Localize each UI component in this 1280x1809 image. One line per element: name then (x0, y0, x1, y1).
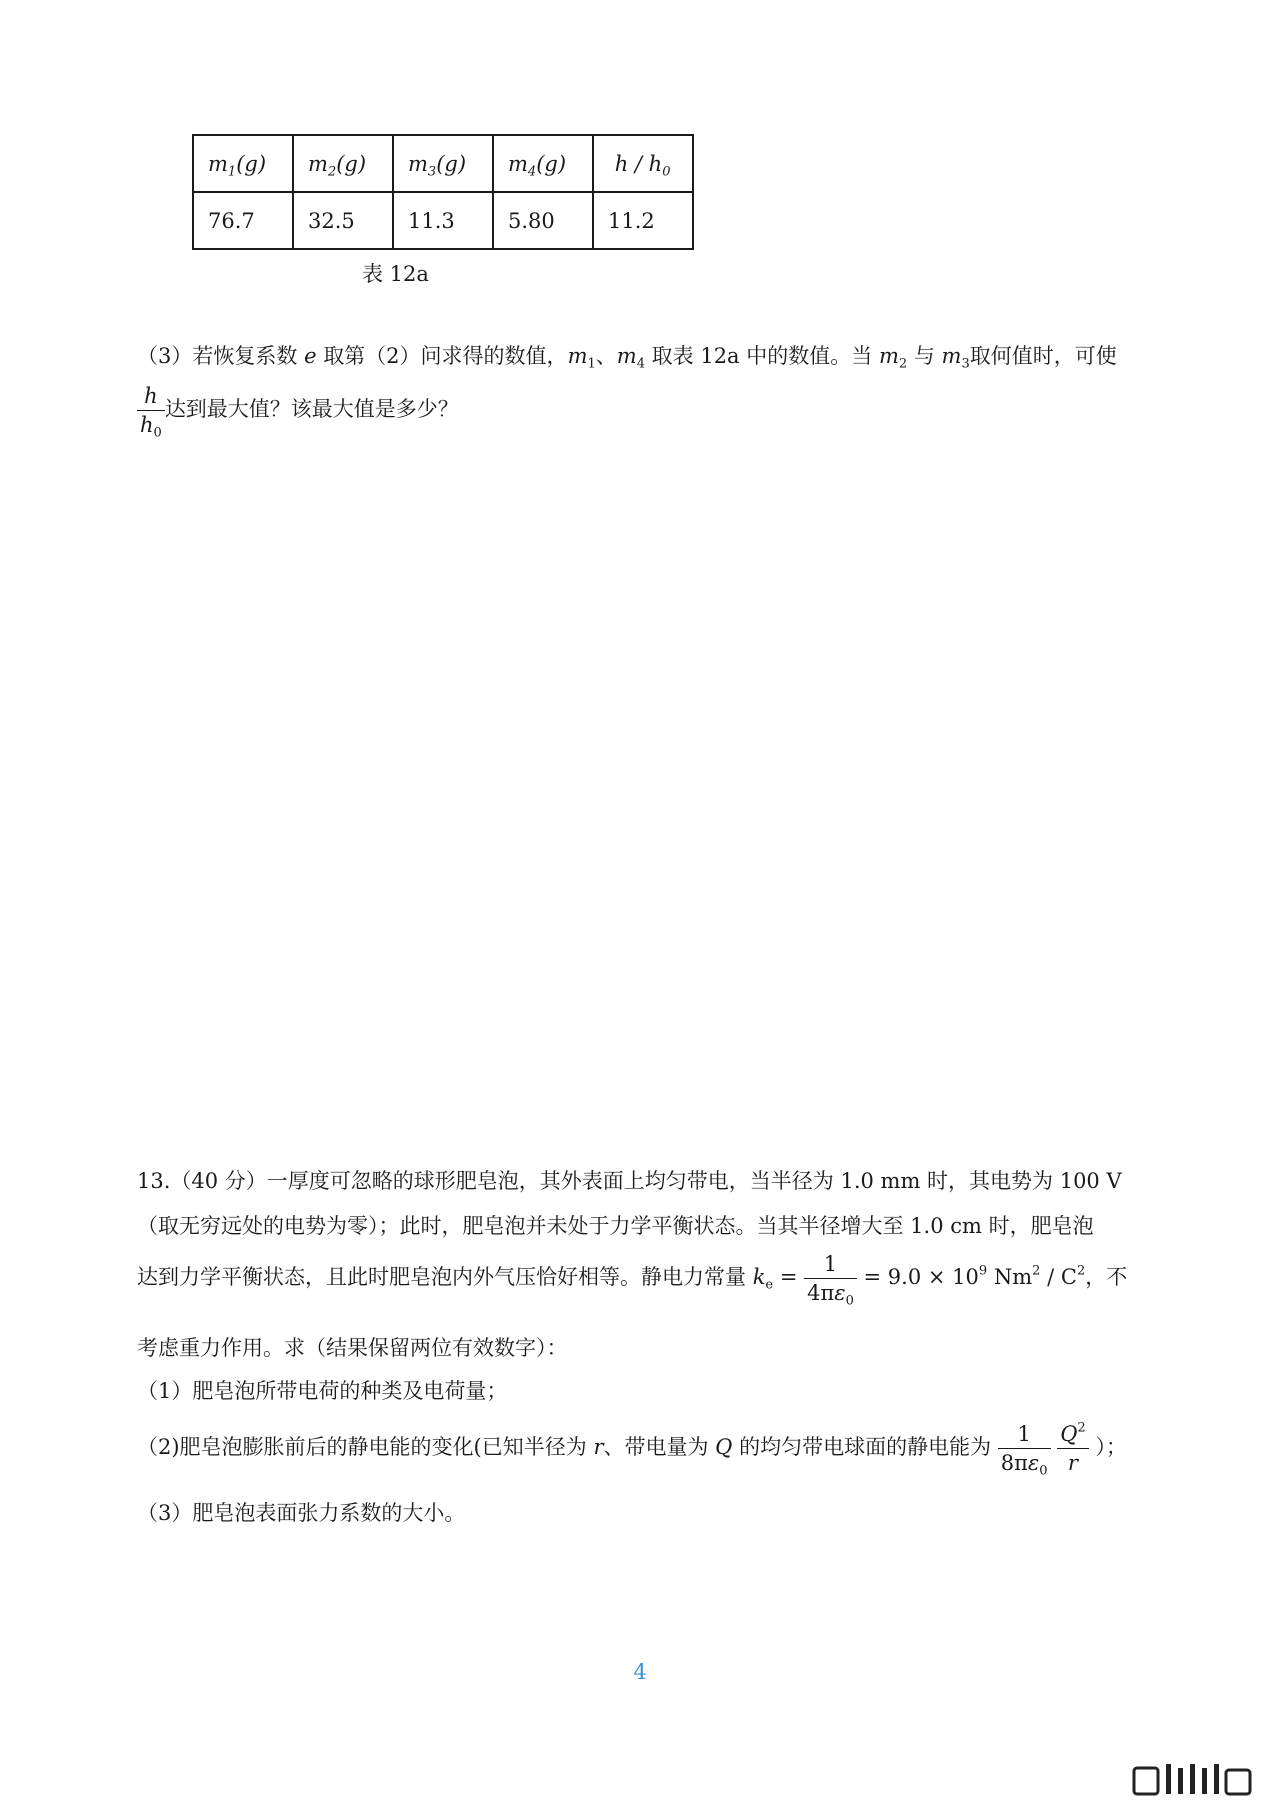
table-header-m4: $m_4(g)$ (493, 135, 593, 192)
table-header-m1: $m_1(g)$ (193, 135, 293, 192)
var-k: k (752, 1265, 766, 1290)
table-cell: 76.7 (193, 192, 293, 249)
var-m2: m (878, 344, 899, 368)
q13-part1: （1）肥皂泡所带电荷的种类及电荷量； (137, 1379, 508, 1403)
q13-part3: （3）肥皂泡表面张力系数的大小。 (137, 1501, 466, 1525)
table-row (193, 192, 693, 249)
var-e: e (304, 344, 317, 368)
page-number: 4 (633, 1660, 647, 1684)
table-cell: 11.3 (393, 192, 493, 249)
q13-line1: 13.（40 分）一厚度可忽略的球形肥皂泡，其外表面上均匀带电，当半径为 1.0 mm 时，其电势为 100 V (137, 1169, 1122, 1193)
table-caption: 表 12a (362, 262, 429, 286)
var-m3: m (941, 344, 962, 368)
q13-line4: 考虑重力作用。求（结果保留两位有效数字）： (137, 1336, 568, 1360)
q13-line2: （取无穷远处的电势为零）；此时，肥皂泡并未处于力学平衡状态。当其半径增大至 1.0 cm 时，肥皂泡 (137, 1214, 1094, 1238)
q13-part2: （2)肥皂泡膨胀前后的静电能的变化(已知半径为 r、带电量为 Q 的均匀带电球面的静电能为 $\frac{1}{8\pi\varepsilon_0}$ $\frac{Q^2}{r}$ ）； (137, 1420, 1127, 1479)
table-header-m3: $m_3(g)$ (393, 135, 493, 192)
table-cell: 11.2 (593, 192, 693, 249)
table-cell: 5.80 (493, 192, 593, 249)
table-header-h-ratio: h / $h_0$ (593, 135, 693, 192)
q12-part3-line1: （3）若恢复系数 e 取第（2）问求得的数值，$m_1$、$m_4$ 取表 12a 中的数值。当 $m_2$ 与 $m_3$取何值时，可使 (137, 344, 1117, 372)
watermark-logo-icon (1132, 1762, 1254, 1796)
q13-line3: 达到力学平衡状态，且此时肥皂泡内外气压恰好相等。静电力常量 $k_e$ = $\frac{1}{4\pi\varepsilon_0}$ = $9.0 \times 10^9$ $Nm^2 / C^2$，不 (137, 1252, 1128, 1309)
var-m1: m (567, 344, 588, 368)
table-header-row (193, 135, 693, 192)
q12-part3-line2: $\frac{h}{h_0}$ 达到最大值？该最大值是多少？ (137, 384, 459, 437)
fraction-q2-over-r: $\frac{Q^2}{r}$ (1057, 1422, 1089, 1475)
table-cell: 32.5 (293, 192, 393, 249)
fraction-1-over-4pi-eps0: $\frac{1}{4\pi\varepsilon_0}$ (804, 1252, 857, 1305)
table-header-m2: $m_2(g)$ (293, 135, 393, 192)
var-m4: m (616, 344, 637, 368)
fraction-1-over-8pi-eps0: $\frac{1}{8\pi\varepsilon_0}$ (998, 1422, 1051, 1475)
fraction-h-over-h0: $\frac{h}{h_0}$ (137, 384, 165, 437)
data-table-12a (192, 134, 694, 250)
